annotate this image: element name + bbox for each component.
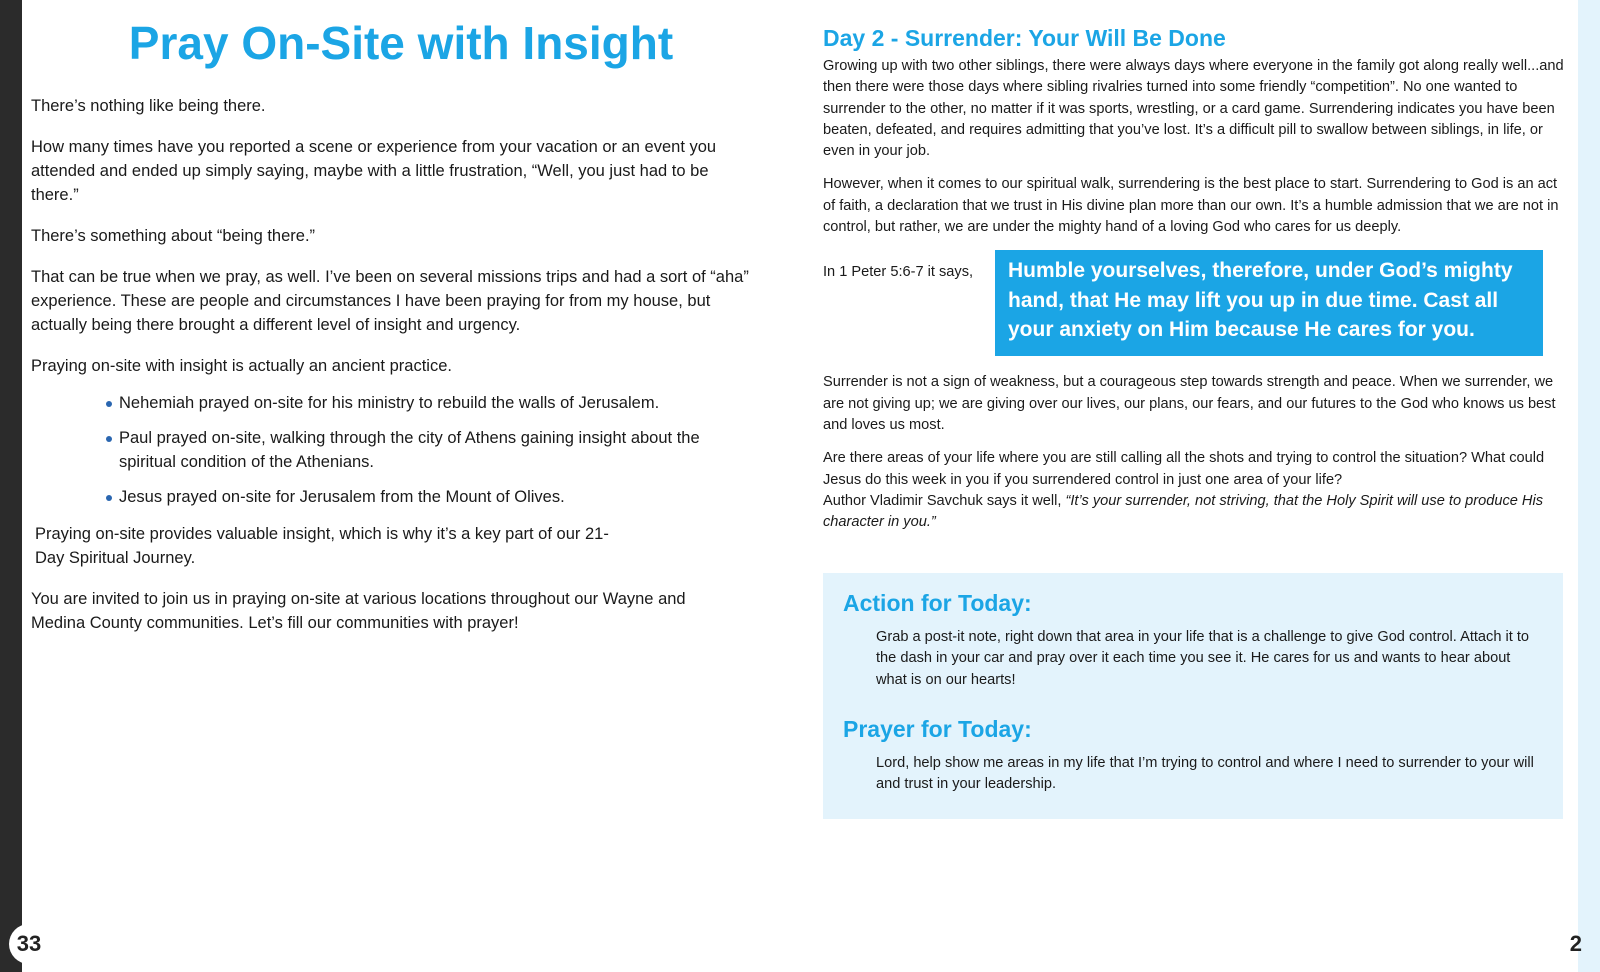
paragraph: You are invited to join us in praying on-site at various locations throughout our Wayne and Medina County communities. Let’s fill our communities with prayer! <box>31 590 686 632</box>
paragraph: Growing up with two other siblings, there were always days where everyone in the family got along really well...and then there were those days where sibling rivalries turned into some friendly “competition”. No one wanted to surrender to the other, no matter if it was sports, wrestling, or a card game. Surrendering indicates you have been beaten, defeated, and requires admitting that you’ve lost. It’s a difficult pill to swallow between siblings, in life, or even in your job. <box>823 58 1564 160</box>
action-heading: Action for Today: <box>843 590 1032 616</box>
verse-row <box>823 250 1565 362</box>
paragraph: However, when it comes to our spiritual walk, surrendering is the best place to start. Surrendering to God is an act of faith, a declaration that we trust in His divine plan more than our own. It’s a humble admission that we are not in control, but rather, we are under the mighty hand of a loving God who cares for us deeply. <box>823 176 1559 236</box>
bullet-list <box>31 391 771 509</box>
list-item: Paul prayed on-site, walking through the city of Athens gaining insight about the spiritual condition of the Athenians. <box>119 426 749 474</box>
page-number-right: 2 <box>1569 931 1582 956</box>
prayer-heading: Prayer for Today: <box>843 715 1032 742</box>
paragraph: Praying on-site with insight is actually an ancient practice. <box>31 357 452 375</box>
right-page-edge <box>1578 0 1600 972</box>
prayer-text: Lord, help show me areas in my life that I’m trying to control and where I need to surrender to your will and trust in your leadership. <box>876 754 1534 793</box>
verse-intro: In 1 Peter 5:6-7 it says, <box>823 264 974 281</box>
action-text: Grab a post-it note, right down that area in your life that is a challenge to give God control. Attach it to the dash in your car and pray over it each time you see it. He cares for us and wants to hear about what is on our hearts! <box>876 629 1530 688</box>
left-page-binding <box>0 0 22 972</box>
left-page-body <box>31 94 771 652</box>
paragraph: There’s something about “being there.” <box>31 227 316 245</box>
verse-callout: Humble yourselves, therefore, under God’s mighty hand, that He may lift you up in due time. Cast all your anxiety on Him because He cares for you. <box>995 250 1543 356</box>
right-page-body <box>823 56 1565 533</box>
left-page-title: Pray On-Site with Insight <box>128 17 674 69</box>
day-title: Day 2 - Surrender: Your Will Be Done <box>823 25 1226 51</box>
paragraph-text: Are there areas of your life where you are still calling all the shots and trying to control the situation? What could Jesus do this week in you if you surrendered control in just one area of your life? <box>823 450 1545 488</box>
paragraph: How many times have you reported a scene or experience from your vacation or an event you attended and ended up simply saying, maybe with a little frustration, “Well, you just had to be there.” <box>31 138 717 204</box>
list-item: Nehemiah prayed on-site for his ministry to rebuild the walls of Jerusalem. <box>119 391 771 415</box>
page-number-left: 33 <box>9 924 49 964</box>
author-intro: Author Vladimir Savchuk says it well, <box>823 492 1066 509</box>
paragraph: Praying on-site provides valuable insight, which is why it’s a key part of our 21-Day Spiritual Journey. <box>35 525 609 567</box>
list-item: Jesus prayed on-site for Jerusalem from the Mount of Olives. <box>119 485 771 509</box>
paragraph <box>823 448 1565 533</box>
action-prayer-panel <box>823 573 1563 819</box>
author-quote: “It’s your surrender, not striving, that the Holy Spirit will use to produce His character in you.” <box>823 492 1543 531</box>
paragraph: That can be true when we pray, as well. I’ve been on several missions trips and had a sort of “aha” experience. These are people and circumstances I have been praying for from my house, but actually being there brought a different level of insight and urgency. <box>31 268 749 334</box>
paragraph: There’s nothing like being there. <box>31 97 266 115</box>
paragraph: Surrender is not a sign of weakness, but a courageous step towards strength and peace. When we surrender, we are not giving up; we are giving over our lives, our plans, our fears, and our futures to the God who knows us best and loves us most. <box>823 374 1556 433</box>
